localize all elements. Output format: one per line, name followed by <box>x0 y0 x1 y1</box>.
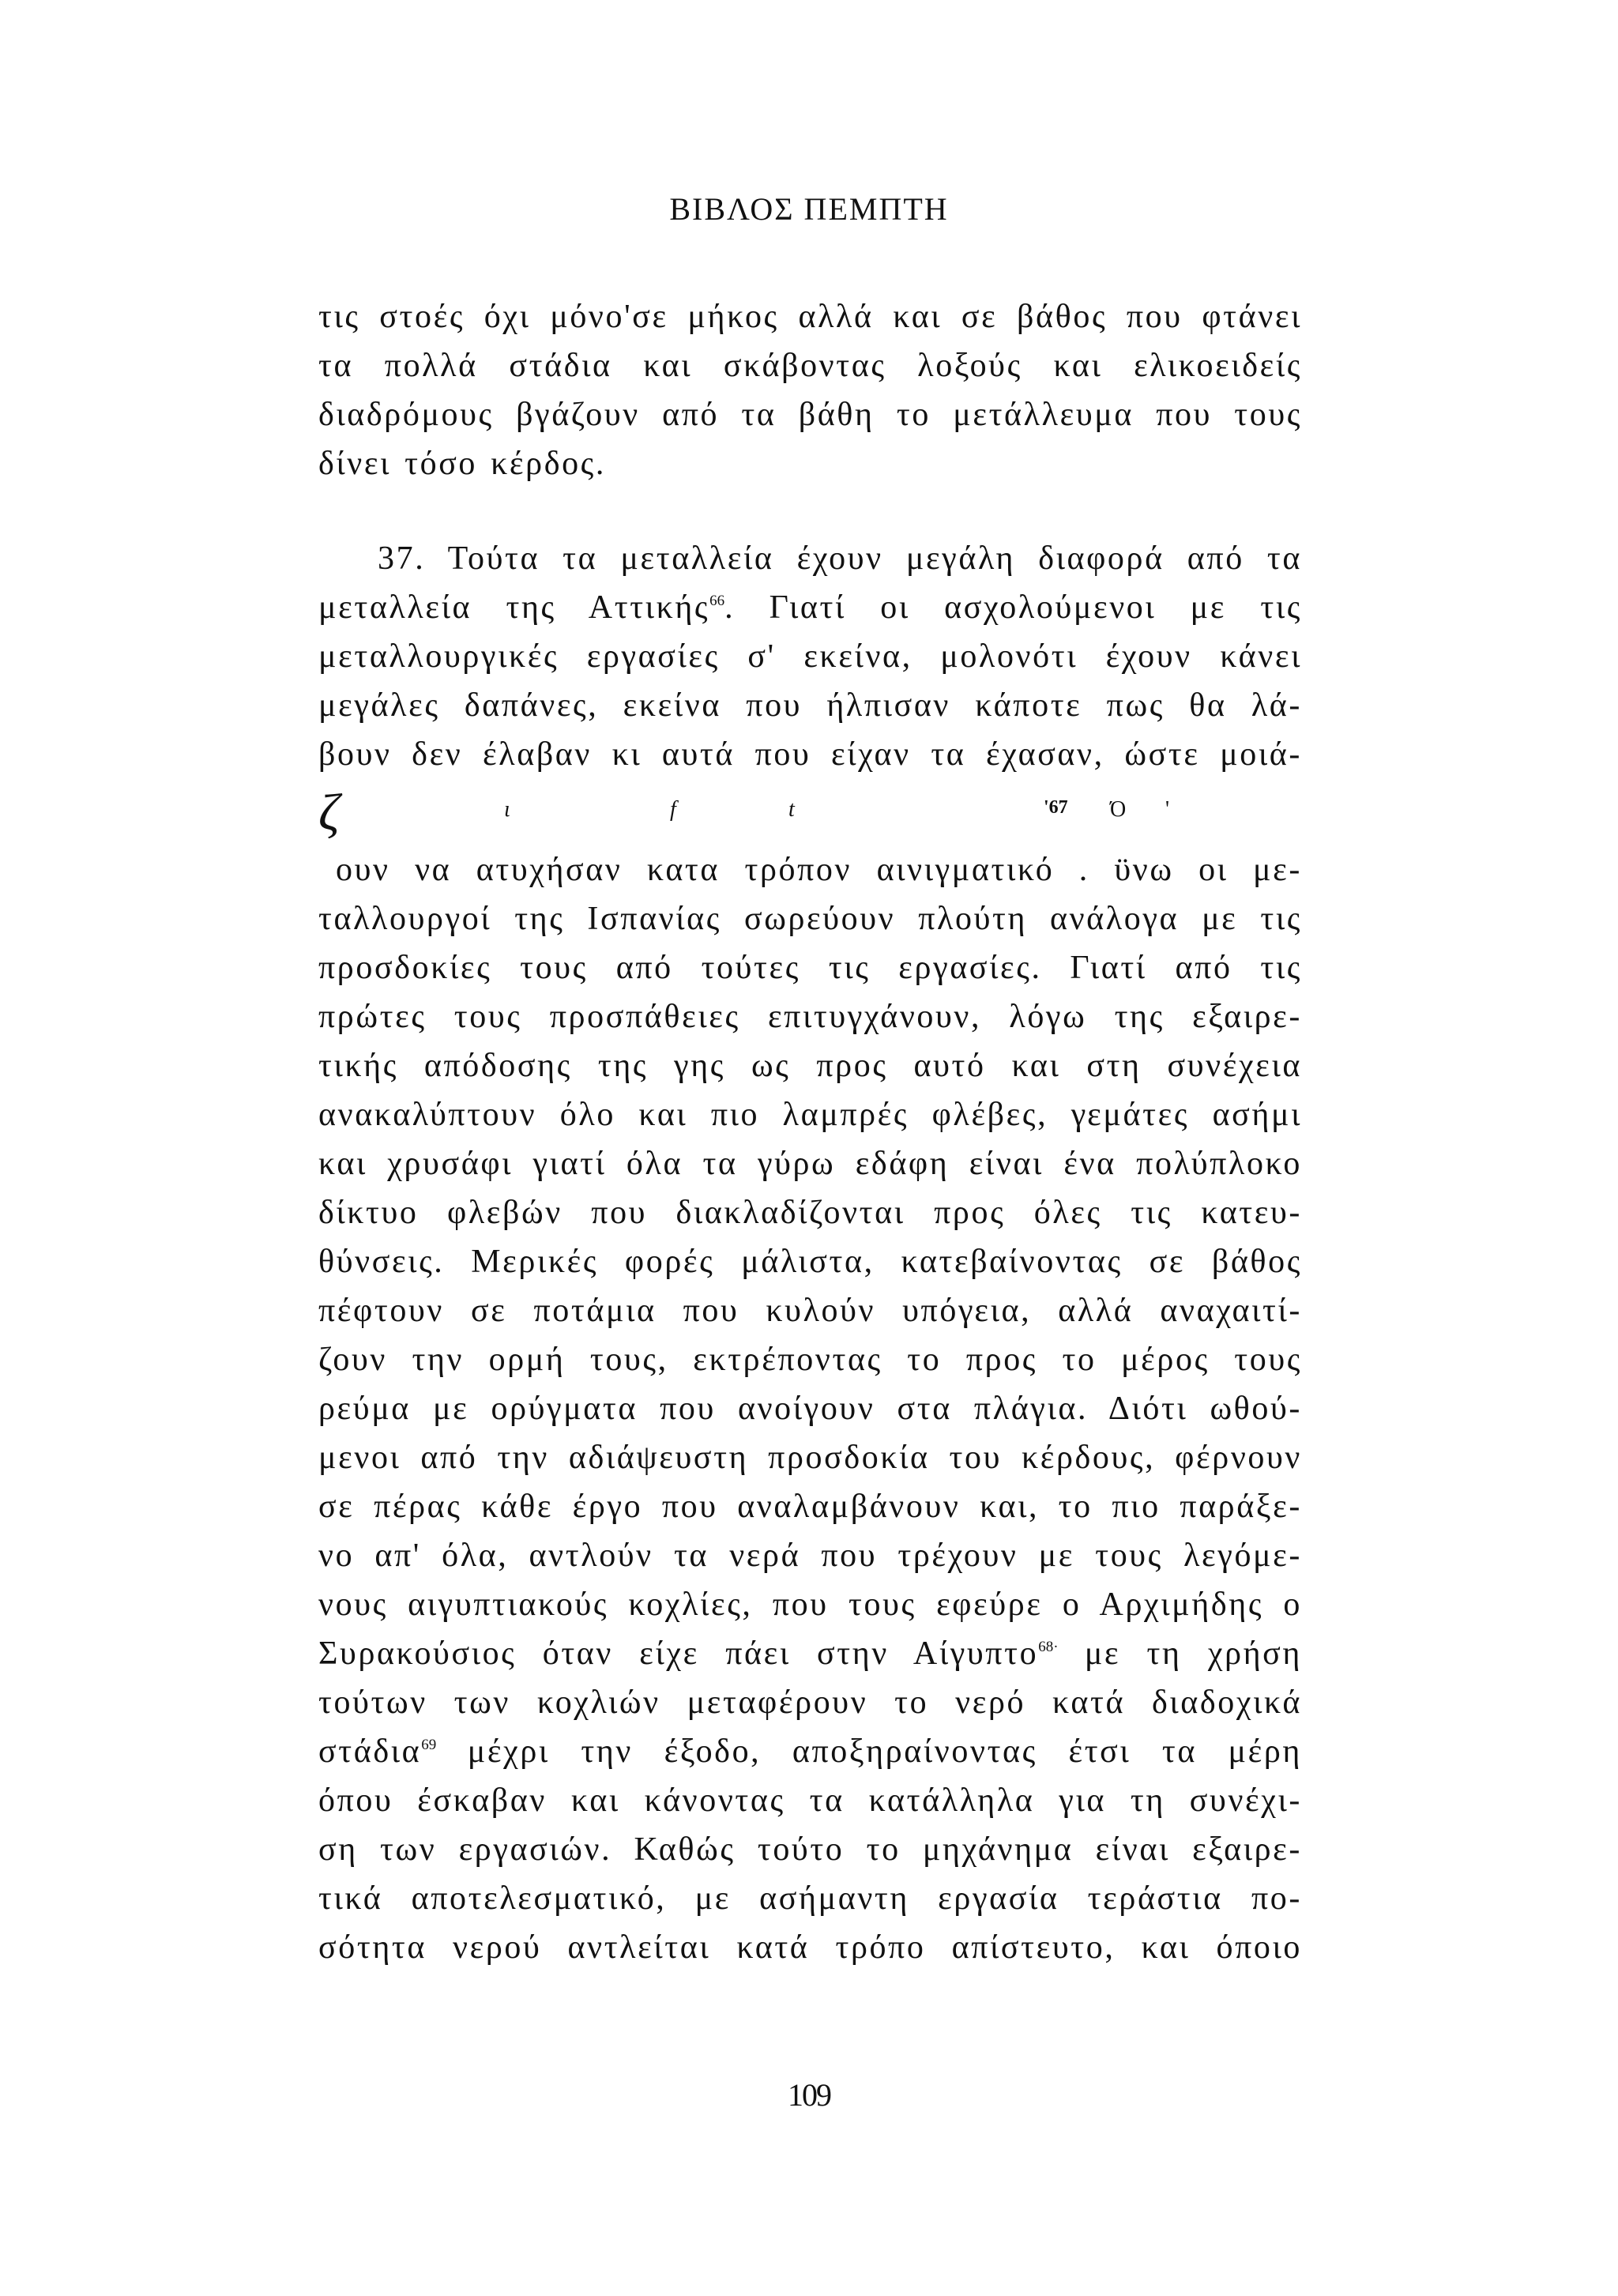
text-segment: στάδια <box>318 1733 422 1770</box>
text-line: πέφτουν σε ποτάμια που κυλούν υπόγεια, αλλά αναχαιτί- <box>318 1293 1302 1329</box>
text-line: τικά αποτελεσματικό, με ασήμαντη εργασία τεράστια πο- <box>318 1880 1302 1917</box>
text-line: ουν να ατυχήσαν κατα τρόπον αινιγματικό . ϋνω οι με- <box>336 852 1302 888</box>
text-line: ανακαλύπτουν όλο και πιο λαμπρές φλέβες, γεμάτες ασήμι <box>318 1097 1302 1133</box>
running-head: ΒΙΒΛΟΣ ΠΕΜΠΤΗ <box>669 191 949 227</box>
artifact-ref-67: '67 <box>1044 797 1068 818</box>
text-segment: μέχρι την έξοδο, αποξηραίνοντας έτσι τα μέρη <box>436 1733 1302 1770</box>
text-line: σότητα νερού αντλείται κατά τρόπο απίστευτο, και όποιο <box>318 1929 1302 1966</box>
text-line: ταλλουργοί της Ισπανίας σωρεύουν πλούτη ανάλογα με τις <box>318 901 1302 937</box>
artifact-t: t <box>788 797 795 822</box>
artifact-apostrophe: ' <box>1165 797 1170 822</box>
page-number: 109 <box>788 2077 830 2113</box>
text-line: ρεύμα με ορύγματα που ανοίγουν στα πλάγια. Διότι ωθού- <box>318 1391 1302 1427</box>
ocr-artifact-row <box>318 786 1302 841</box>
text-line: τις στοές όχι μόνο'σε μήκος αλλά και σε βάθος που φτάνει <box>318 299 1302 335</box>
text-line: σε πέρας κάθε έργο που αναλαμβάνουν και, το πιο παράξε- <box>318 1489 1302 1525</box>
artifact-f: f <box>670 797 676 822</box>
paragraph-start-line: 37. Τούτα τα μεταλλεία έχουν μεγάλη διαφορά από τα <box>378 540 1302 577</box>
text-line: νο απ' όλα, αντλούν τα νερά που τρέχουν με τους λεγόμε- <box>318 1538 1302 1574</box>
footnote-ref-68: 68· <box>1038 1639 1059 1655</box>
text-line: όπου έσκαβαν και κάνοντας τα κατάλληλα για τη συνέχι- <box>318 1782 1302 1819</box>
artifact-zeta: ζ <box>318 784 340 841</box>
text-line: τούτων των κοχλιών μεταφέρουν το νερό κατά διαδοχικά <box>318 1684 1302 1721</box>
text-line: τικής απόδοσης της γης ως προς αυτό και στη συνέχεια <box>318 1048 1302 1084</box>
text-segment: Συρακούσιος όταν είχε πάει στην Αίγυπτο <box>318 1635 1039 1672</box>
text-line: ζουν την ορμή τους, εκτρέποντας το προς το μέρος τους <box>318 1342 1302 1378</box>
text-segment: μεταλλεία της Αττικής <box>318 589 710 626</box>
text-line: δίνει τόσο κέρδος. <box>318 446 607 482</box>
footnote-ref-66: 66 <box>709 593 725 609</box>
text-line-with-note <box>318 583 1302 632</box>
artifact-iota: ι <box>504 797 510 822</box>
text-segment: με τη χρήση <box>1058 1635 1302 1672</box>
text-line: πρώτες τους προσπάθειες επιτυγχάνουν, λόγω της εξαιρε- <box>318 999 1302 1035</box>
text-line-with-note <box>318 1629 1302 1678</box>
text-line: βουν δεν έλαβαν κι αυτά που είχαν τα έχασαν, ώστε μοιά- <box>318 736 1302 773</box>
text-line: διαδρόμους βγάζουν από τα βάθη το μετάλλευμα που τους <box>318 397 1302 433</box>
artifact-omicron: Ό <box>1110 797 1127 822</box>
text-line: προσδοκίες τους από τούτες τις εργασίες. Γιατί από τις <box>318 950 1302 986</box>
text-line: μεγάλες δαπάνες, εκείνα που ήλπισαν κάποτε πως θα λά- <box>318 687 1302 724</box>
text-line: δίκτυο φλεβών που διακλαδίζονται προς όλες τις κατευ- <box>318 1195 1302 1231</box>
text-line: μεταλλουργικές εργασίες σ' εκείνα, μολονότι έχουν κάνει <box>318 638 1302 675</box>
text-line: μενοι από την αδιάψευστη προσδοκία του κέρδους, φέρνουν <box>318 1440 1302 1476</box>
text-line-with-note <box>318 1727 1302 1776</box>
text-line: ση των εργασιών. Καθώς τούτο το μηχάνημα είναι εξαιρε- <box>318 1831 1302 1868</box>
text-line: νους αιγυπτιακούς κοχλίες, που τους εφεύρε ο Αρχιμήδης ο <box>318 1586 1302 1623</box>
text-line: και χρυσάφι γιατί όλα τα γύρω εδάφη είναι ένα πολύπλοκο <box>318 1146 1302 1182</box>
footnote-ref-69: 69 <box>421 1737 437 1753</box>
text-segment: . Γιατί οι ασχολούμενοι με τις <box>724 589 1302 626</box>
text-line: τα πολλά στάδια και σκάβοντας λοξούς και ελικοειδείς <box>318 348 1302 384</box>
text-line: θύνσεις. Μερικές φορές μάλιστα, κατεβαίνοντας σε βάθος <box>318 1244 1302 1280</box>
